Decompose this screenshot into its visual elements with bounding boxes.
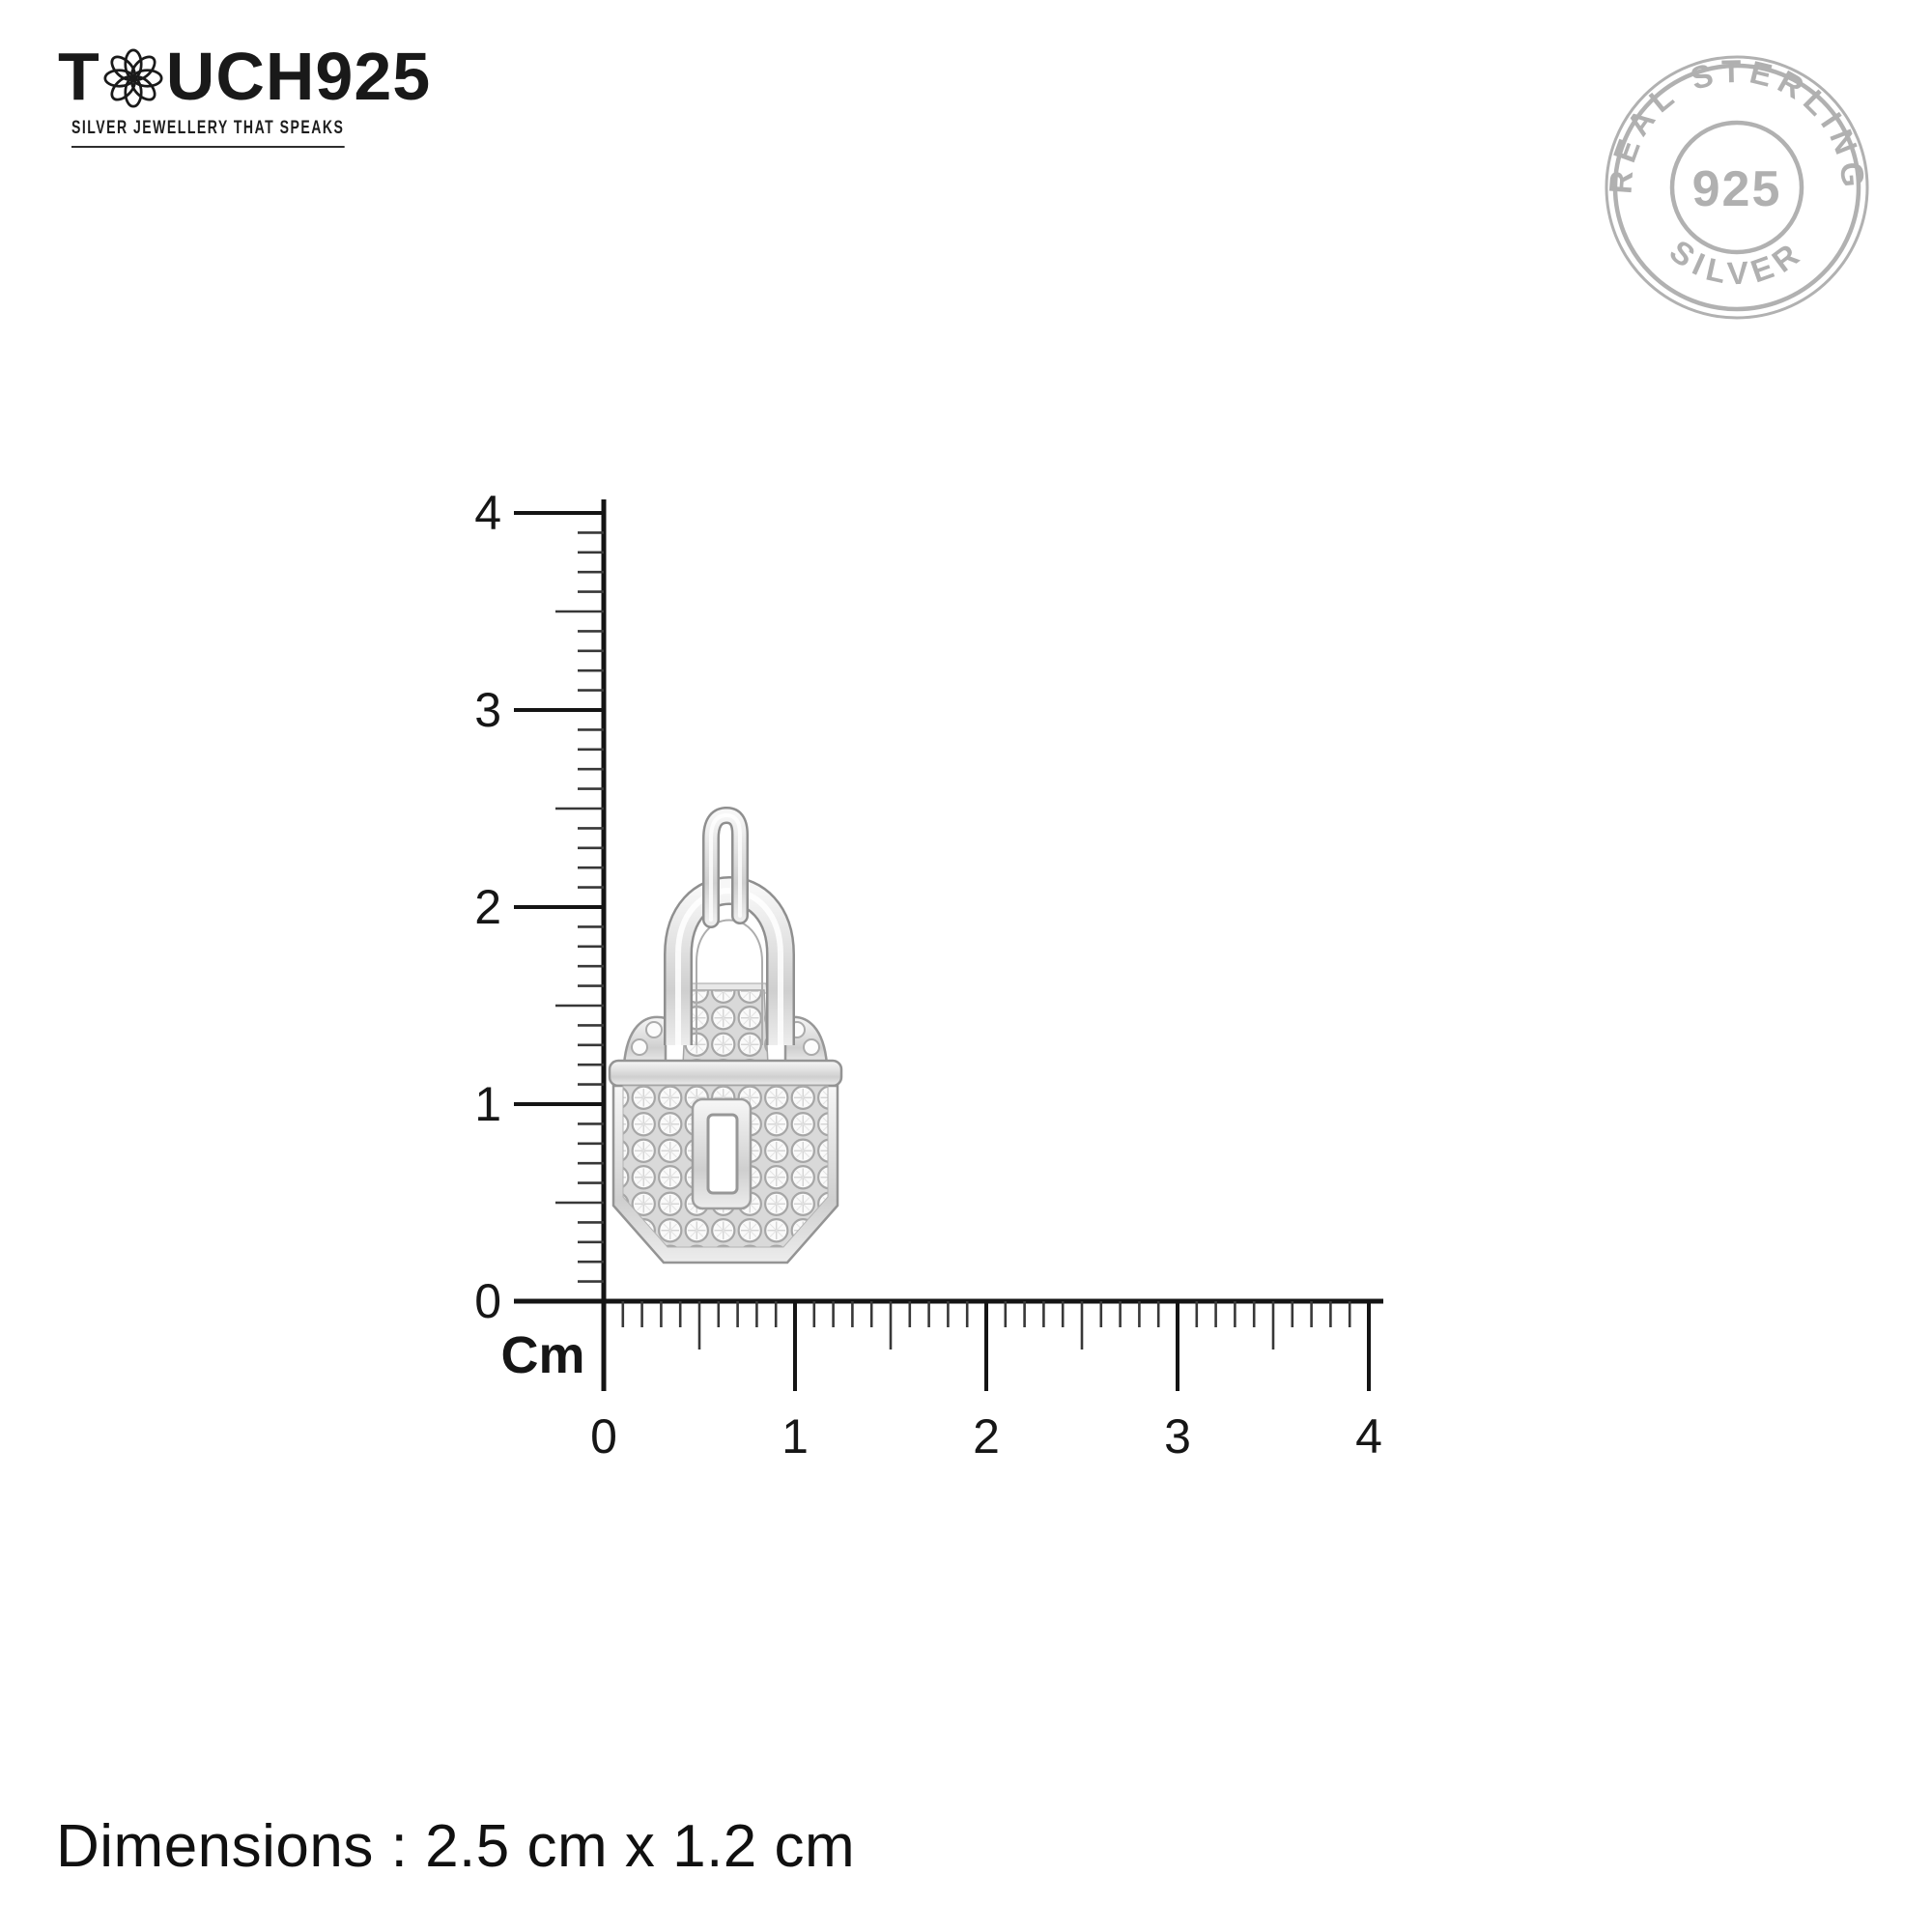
- y-tick-label: 1: [474, 1077, 501, 1131]
- y-tick-label: 4: [474, 486, 501, 540]
- badge-center-text: 925: [1691, 161, 1782, 217]
- y-tick-label: 3: [474, 683, 501, 737]
- y-tick-label: 2: [474, 880, 501, 934]
- x-tick-label: 4: [1355, 1409, 1382, 1463]
- flower-rosette-icon: [103, 48, 163, 108]
- pendant-shoulder-left: [624, 1017, 666, 1065]
- badge-arc-top-text: REAL STERLING: [1602, 52, 1872, 195]
- x-tick-label: 2: [973, 1409, 1000, 1463]
- pendant-body: [610, 1061, 841, 1263]
- ruler-unit-label: Cm: [500, 1326, 585, 1384]
- badge-arc-bottom-text: SILVER: [1662, 232, 1811, 292]
- x-tick-label: 3: [1164, 1409, 1191, 1463]
- brand-tagline: SILVER JEWELLERY THAT SPEAKS: [71, 118, 344, 148]
- y-tick-label: 0: [474, 1274, 501, 1328]
- brand-name: [58, 39, 440, 114]
- pendant-collar: [610, 1061, 841, 1086]
- x-tick-label: 0: [590, 1409, 617, 1463]
- dimensions-text: Dimensions : 2.5 cm x 1.2 cm: [56, 1813, 856, 1880]
- padlock-pendant: [604, 792, 847, 1270]
- brand-logo: [58, 39, 440, 148]
- pendant-keyhole-slot: [708, 1115, 737, 1193]
- x-tick-label: 1: [781, 1409, 809, 1463]
- brand-name-suffix: UCH925: [165, 39, 432, 114]
- brand-name-prefix: T: [58, 39, 100, 114]
- sterling-925-badge: [1597, 47, 1877, 327]
- ruler: [415, 444, 1439, 1468]
